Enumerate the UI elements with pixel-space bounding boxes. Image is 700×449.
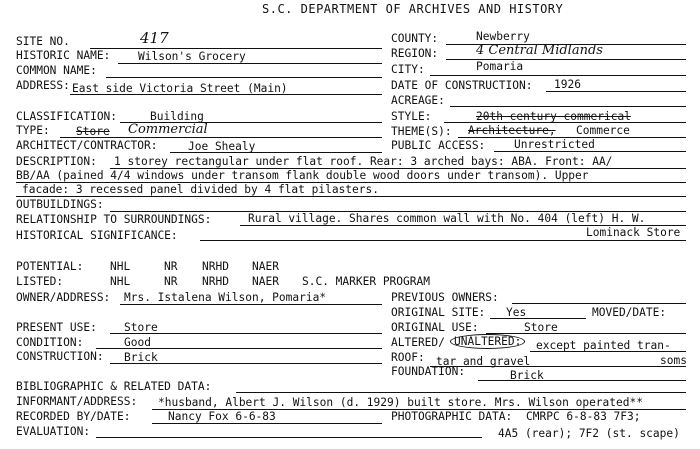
address-label: ADDRESS: xyxy=(16,79,70,92)
region-value: 4 Central Midlands xyxy=(476,43,603,58)
potential-nr: NR xyxy=(164,260,178,273)
architect-label: ARCHITECT/CONTRACTOR: xyxy=(16,139,158,152)
present-use-line xyxy=(110,333,382,334)
roof-label: ROOF: xyxy=(391,351,425,364)
bibliographic-label: BIBLIOGRAPHIC & RELATED DATA: xyxy=(16,380,212,393)
owner-label: OWNER/ADDRESS: xyxy=(16,291,111,304)
description-line-1: 1 storey rectangular under flat roof. Rear: 3 arched bays: ABA. Front: AA/ xyxy=(114,155,613,168)
relationship-value: Rural village. Shares common wall with No. 404 (left) H. W. xyxy=(248,212,646,225)
description-line-3: facade: 3 recessed panel divided by 4 flat pilasters. xyxy=(22,183,379,196)
public-access-line xyxy=(494,151,686,152)
description-label: DESCRIPTION: xyxy=(16,155,97,168)
style-label: STYLE: xyxy=(391,110,432,123)
present-use-label: PRESENT USE: xyxy=(16,321,97,334)
condition-label: CONDITION: xyxy=(16,336,84,349)
historical-significance-value: Lominack Store xyxy=(586,226,681,239)
original-site-value: Yes xyxy=(506,306,527,319)
city-label: CITY: xyxy=(391,63,425,76)
recorded-by-value: Nancy Fox 6-6-83 xyxy=(168,410,276,423)
county-value: Newberry xyxy=(476,30,530,43)
common-name-label: COMMON NAME: xyxy=(16,64,97,77)
type-struck-value: Store xyxy=(76,125,110,138)
potential-nhl: NHL xyxy=(110,260,131,273)
informant-value: *husband, Albert J. Wilson (d. 1929) built store. Mrs. Wilson operated** xyxy=(158,396,643,409)
present-use-value: Store xyxy=(124,321,158,334)
photographic-data-value-2: 4A5 (rear); 7F2 (st. scape) xyxy=(498,427,680,440)
bibliographic-line xyxy=(236,392,686,393)
address-value: East side Victoria Street (Main) xyxy=(72,82,288,95)
construction-label: CONSTRUCTION: xyxy=(16,350,104,363)
site-no-line xyxy=(90,48,382,49)
city-value: Pomaria xyxy=(476,60,524,73)
public-access-value: Unrestricted xyxy=(514,138,595,151)
altered-label: ALTERED/ xyxy=(391,336,445,349)
original-use-label: ORIGINAL USE: xyxy=(391,321,479,334)
architect-value: Joe Shealy xyxy=(188,140,256,153)
condition-value: Good xyxy=(124,336,151,349)
potential-nrhd: NRHD xyxy=(202,260,229,273)
date-of-construction-value: 1926 xyxy=(554,78,581,91)
evaluation-label: EVALUATION: xyxy=(16,425,91,438)
listed-nr: NR xyxy=(164,275,178,288)
historic-name-value: Wilson's Grocery xyxy=(138,50,246,63)
description-line-2: BB/AA (pained 4/4 windows under transom flank double wood doors under transom). Upper xyxy=(16,169,589,182)
historical-significance-label: HISTORICAL SIGNIFICANCE: xyxy=(16,229,178,242)
listed-label: LISTED: xyxy=(16,275,64,288)
altered-line xyxy=(530,351,686,352)
listed-nrhd: NRHD xyxy=(202,275,229,288)
original-site-label: ORIGINAL SITE: xyxy=(391,306,486,319)
original-use-line xyxy=(486,333,686,334)
public-access-label: PUBLIC ACCESS: xyxy=(391,139,486,152)
potential-naer: NAER xyxy=(252,260,279,273)
historical-significance-line xyxy=(200,240,686,241)
architect-line xyxy=(170,152,382,153)
themes-label: THEME(S): xyxy=(391,125,452,138)
owner-value: Mrs. Istalena Wilson, Pomaria* xyxy=(124,291,327,304)
original-site-line xyxy=(490,318,586,319)
foundation-label: FOUNDATION: xyxy=(391,365,466,378)
foundation-value: Brick xyxy=(510,369,544,382)
address-line xyxy=(70,94,382,95)
site-no-value: 417 xyxy=(140,29,169,47)
city-line xyxy=(430,75,686,76)
relationship-label: RELATIONSHIP TO SURROUNDINGS: xyxy=(16,213,212,226)
construction-line xyxy=(110,363,382,364)
altered-value: except painted tran- xyxy=(536,339,671,352)
county-label: COUNTY: xyxy=(391,32,439,45)
classification-value: Building xyxy=(150,110,204,123)
unaltered-circled: UNALTERED: xyxy=(450,334,525,349)
roof-value: tar and gravel xyxy=(436,355,531,368)
style-line xyxy=(444,122,686,123)
listed-naer: NAER xyxy=(252,275,279,288)
potential-label: POTENTIAL: xyxy=(16,260,84,273)
original-use-value: Store xyxy=(524,321,558,334)
type-value: Commercial xyxy=(128,122,208,137)
previous-owners-label: PREVIOUS OWNERS: xyxy=(391,291,499,304)
themes-value: Commerce xyxy=(576,124,630,137)
roof-line xyxy=(430,366,686,367)
condition-line xyxy=(96,348,382,349)
description-underline-3 xyxy=(16,196,686,197)
historic-name-label: HISTORIC NAME: xyxy=(16,49,111,62)
date-of-construction-line xyxy=(546,91,686,92)
acreage-line xyxy=(450,106,686,107)
construction-value: Brick xyxy=(124,351,158,364)
sc-marker-program: S.C. MARKER PROGRAM xyxy=(302,275,430,288)
classification-label: CLASSIFICATION: xyxy=(16,110,118,123)
acreage-label: ACREAGE: xyxy=(391,94,445,107)
style-value: 20th century commerical xyxy=(476,110,631,123)
themes-struck-value: Architecture, xyxy=(468,124,556,137)
date-of-construction-label: DATE OF CONSTRUCTION: xyxy=(391,79,533,92)
moved-date-label: MOVED/DATE: xyxy=(592,306,667,319)
altered-value-2: soms xyxy=(660,354,687,367)
region-label: REGION: xyxy=(391,47,439,60)
common-name-line xyxy=(106,77,382,78)
photographic-data-value: CMRPC 6-8-83 7F3; xyxy=(526,410,641,423)
previous-owners-line xyxy=(512,303,686,304)
type-label: TYPE: xyxy=(16,124,50,137)
historic-name-line xyxy=(118,63,382,64)
site-no-label: SITE NO. xyxy=(16,35,70,48)
owner-line xyxy=(120,304,382,305)
listed-nhl: NHL xyxy=(110,275,131,288)
recorded-by-line xyxy=(152,423,382,424)
outbuildings-label: OUTBUILDINGS: xyxy=(16,198,104,211)
foundation-line xyxy=(478,380,686,381)
informant-label: INFORMANT/ADDRESS: xyxy=(16,395,138,408)
evaluation-line xyxy=(96,437,482,438)
recorded-by-label: RECORDED BY/DATE: xyxy=(16,410,131,423)
photographic-data-label: PHOTOGRAPHIC DATA: xyxy=(391,410,513,423)
form-title: S.C. DEPARTMENT OF ARCHIVES AND HISTORY xyxy=(262,2,564,16)
type-line xyxy=(60,137,382,138)
